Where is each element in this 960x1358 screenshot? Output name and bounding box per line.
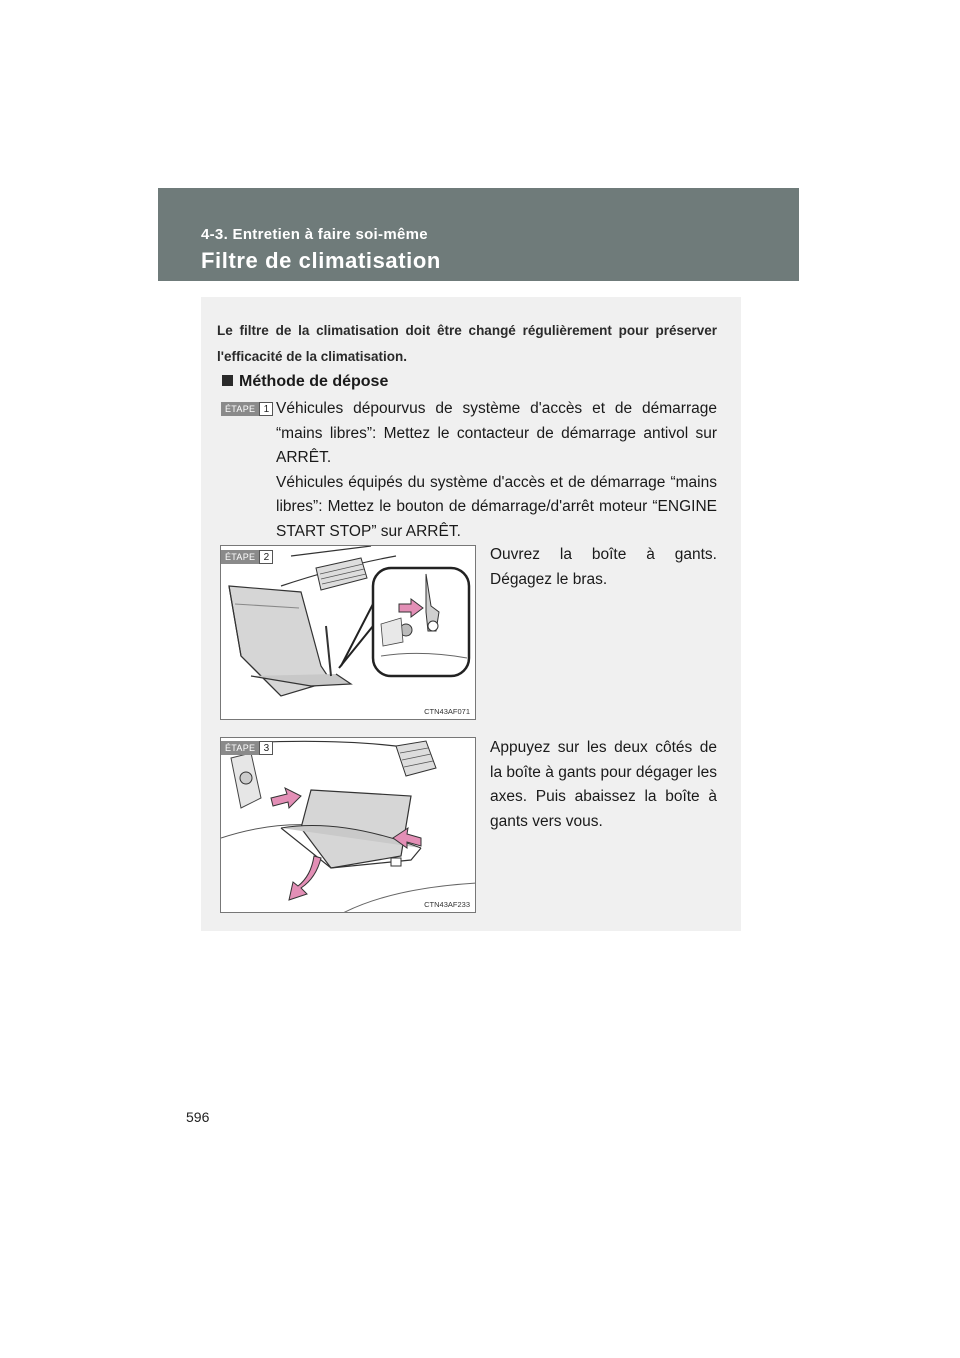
step-1-paragraph: Véhicules équipés du système d'accès et de démarrage “mains libres”: Mettez le bouton de démarrage/d'arrêt moteur “ENGINE START STOP” sur ARRÊT. (276, 473, 717, 540)
step-3-figure (220, 737, 476, 913)
step-badge-1 (221, 402, 273, 416)
section-label: 4-3. Entretien à faire soi-même (201, 226, 428, 243)
step-word: ÉTAPE (221, 402, 259, 416)
subheading-label: Méthode de dépose (239, 373, 389, 390)
glove-box-lowering-illustration (221, 738, 476, 913)
step-number: 2 (259, 550, 273, 564)
square-bullet-icon (222, 375, 233, 386)
page-number: 596 (186, 1109, 210, 1125)
step-word: ÉTAPE (221, 741, 259, 755)
subheading (222, 373, 388, 391)
step-badge-3 (221, 741, 273, 755)
step-2-text (490, 543, 717, 592)
section-header (158, 188, 799, 281)
step-1-paragraph: Véhicules dépourvus de système d'accès et de démarrage “mains libres”: Mettez le contacteur de démarrage antivol sur ARRÊT. (276, 400, 717, 466)
step-1-text (276, 397, 717, 544)
figure-code: CTN43AF233 (424, 900, 470, 909)
step-3-text: Appuyez sur les deux côtés de la boîte à gants pour dégager les axes. Puis abaissez la boîte à gants vers vous. (490, 739, 717, 830)
figure-code: CTN43AF071 (424, 707, 470, 716)
step-2-line: Ouvrez la boîte à gants. (490, 546, 717, 563)
step-badge-2 (221, 550, 273, 564)
glove-box-arm-illustration (221, 546, 476, 720)
step-number: 3 (259, 741, 273, 755)
step-2-figure (220, 545, 476, 720)
page-title: Filtre de climatisation (201, 248, 441, 273)
intro-text: Le filtre de la climatisation doit être changé régulièrement pour préserver l'efficacité de la climatisation. (217, 323, 717, 364)
step-word: ÉTAPE (221, 550, 259, 564)
step-number: 1 (259, 402, 273, 416)
step-2-line: Dégagez le bras. (490, 570, 608, 588)
content-panel (201, 297, 741, 931)
